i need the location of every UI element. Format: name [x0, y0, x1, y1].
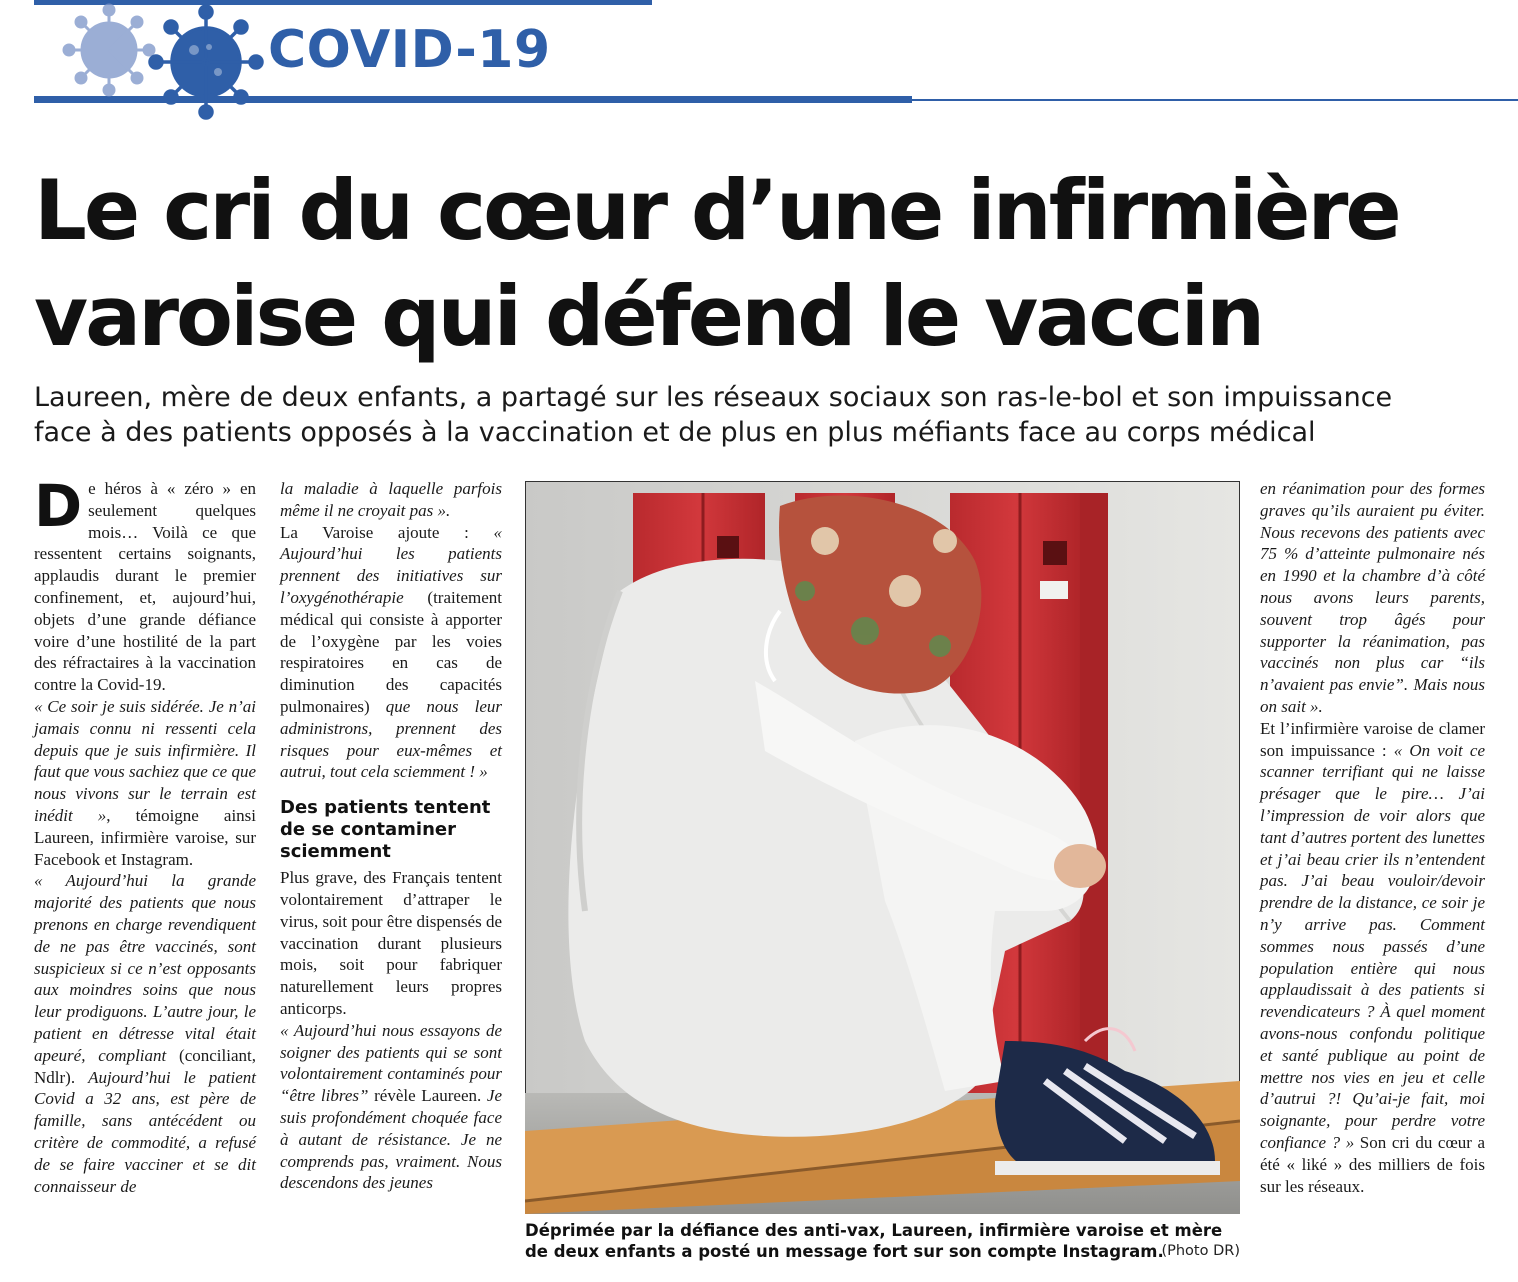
paragraph-quote-continued: la maladie à laquelle parfois même il ne croyait pas ».	[280, 479, 502, 520]
paragraph-quote-2: « Aujourd’hui la grande majorité des patients que nous prenons en charge revendiquent de ne pas être vaccinés, sont suspicieux si ce n’est opposants aux moindres soins que nous leur prodiguons. L’autre jour, le patient en détresse vital était apeuré, compliant (conciliant, Ndlr). Aujourd’hui le patient Covid a 32 ans, est père de famille, sans antécédent ou critère de commodité, a refusé de se faire vacciner et se dit connaisseur de	[34, 871, 256, 1196]
paragraph-quote-3: « Aujourd’hui nous essayons de soigner des patients qui se sont volontairement contaminés pour “être libres” révèle Laureen. Je suis profondément choquée face à autant de résistance. Je ne comprends pas, vraiment. Nous descendons des jeunes	[280, 1020, 502, 1193]
subheadline-line-2: face à des patients opposés à la vaccination et de plus en plus méfiants face au corps médical	[34, 417, 1316, 448]
headline	[34, 158, 1504, 370]
subheadline-line-1: Laureen, mère de deux enfants, a partagé sur les réseaux sociaux son ras-le-bol et son impuissance	[34, 382, 1393, 413]
paragraph-quote-continued-2: en réanimation pour des formes graves qu’ils auraient pu éviter. Nous recevons des patients avec 75 % d’atteinte pulmonaire nés en 1990 et la chambre d’à côté nous avons leurs parents, souvent trop âgés pour supporter la réanimation, pas vaccinés non plus car “ils n’avaient pas envie”. Mais nous on sait ».	[1260, 479, 1485, 716]
article-column-1	[34, 472, 257, 1197]
article-column-4	[1260, 478, 1485, 1197]
paragraph-final: Et l’infirmière varoise de clamer son impuissance : « On voit ce scanner terrifiant qui ne laisse présager que le pire… J’ai l’impression de voir alors que tant d’autres portent des lunettes et j’ai beau crier ils n’entendent pas. J’ai beau vouloir/devoir prendre de la distance, ce soir je n’y arrive pas. Comment sommes nous passés d’une population entière qui nous applaudissait à des patients si revendicateurs ? À quel moment avons-nous confondu politique et santé publique au point de mettre nos vies en jeu et celle d’autrui ?! Qu’ai-je fait, moi soignante, pour perdre votre confiance ? » Son cri du cœur a été « liké » des milliers de fois sur les réseaux.	[1260, 718, 1485, 1196]
subheadline	[34, 380, 1514, 450]
headline-line-1: Le cri du cœur d’une infirmière	[34, 162, 1399, 259]
rubric-rule-thin	[912, 99, 1518, 101]
virus-icon	[34, 2, 264, 136]
article-column-2	[280, 478, 502, 1194]
photo-credit: (Photo DR)	[1161, 1243, 1240, 1259]
drop-cap: D	[34, 472, 83, 540]
intertitle: Des patients tentent de se contaminer sciemment	[280, 797, 491, 863]
paragraph-quote-1: « Ce soir je suis sidérée. Je n’ai jamais connu ni ressenti cela depuis que je suis infirmière. Il faut que vous sachiez que ce que nous vivons sur le terrain est inédit », témoigne ainsi Laureen, infirmière varoise, sur Facebook et Instagram.	[34, 696, 257, 869]
paragraph-intro: De héros à « zéro » en seulement quelques mois… Voilà ce que ressentent certains soignants, applaudis durant le premier confinement, et, aujourd’hui, objets d’une grande défiance voire d’une hostilité de la part des réfractaires à la vaccination contre la Covid-19.	[34, 472, 256, 695]
section-rubric: COVID-19	[268, 20, 551, 80]
caption-text: Déprimée par la défiance des anti-vax, Laureen, infirmière varoise et mère de deux enfants a posté un message fort sur son compte Instagram.	[525, 1221, 1223, 1261]
nurse-photo	[525, 481, 1240, 1214]
paragraph-oxygen: La Varoise ajoute : « Aujourd’hui les patients prennent des initiatives sur l’oxygénothérapie (traitement médical qui consiste à apporter de l’oxygène par les voies respiratoires en cas de diminution des capacités pulmonaires) que nous leur administrons, prennent des risques pour eux-mêmes et autrui, tout cela sciemment ! »	[280, 522, 503, 782]
headline-line-2: varoise qui défend le vaccin	[34, 268, 1263, 365]
photo-caption	[525, 1220, 1240, 1262]
paragraph-contamination: Plus grave, des Français tentent volontairement d’attraper le virus, soit pour être dispensés de vaccination durant plusieurs mois, soit pour fabriquer naturellement leurs propres anticorps.	[280, 868, 502, 1018]
